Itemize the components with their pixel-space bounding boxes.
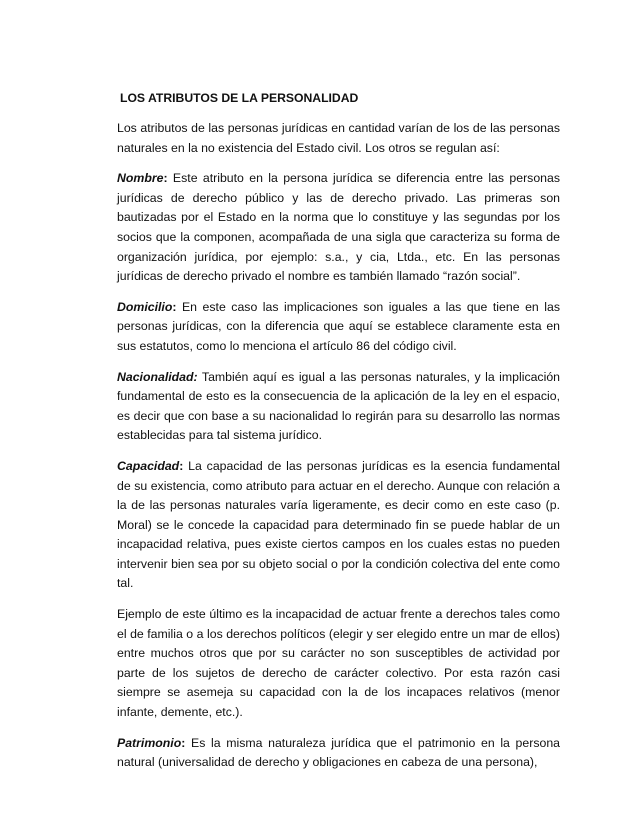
section-domicilio [117, 298, 560, 357]
section-text: En este caso las implicaciones son iguales a las que tiene en las personas jurídicas, con la diferencia que aquí se establece claramente esta en sus estatutos, como lo menciona el artículo 86 del código civil. [117, 299, 560, 353]
section-nacionalidad [117, 368, 560, 446]
document-title: LOS ATRIBUTOS DE LA PERSONALIDAD [120, 91, 359, 105]
section-text: También aquí es igual a las personas naturales, y la implicación fundamental de esto es la consecuencia de la aplicación de la ley en el espacio, es decir que con base a su nacionalidad lo regirán para su desarrollo las normas establecidas para tal sistema jurídico. [117, 369, 560, 443]
document-page [117, 88, 560, 784]
section-capacidad [117, 457, 560, 594]
section-term: Capacidad [117, 458, 180, 473]
section-text: Es la misma naturaleza jurídica que el patrimonio en la persona natural (universalidad de derecho y obligaciones en cabeza de una persona), [117, 735, 560, 770]
section-text: La capacidad de las personas jurídicas es la esencia fundamental de su existencia, como atributo para actuar en el derecho. Aunque con relación a la de las personas naturales varía ligeramente, es decir como en este caso (p. Moral) se le concede la capacidad para determinado fin se puede hablar de un incapacidad relativa, pues existe ciertos campos en los cuales estas no pueden intervenir bien sea por su objeto social o por la condición colectiva del ente como tal. [117, 458, 560, 591]
intro-paragraph: Los atributos de las personas jurídicas en cantidad varían de los de las personas naturales en la no existencia del Estado civil. Los otros se regulan así: [117, 121, 560, 155]
section-separator: : [179, 458, 184, 473]
section-term: Patrimonio [117, 735, 182, 750]
section-text: Este atributo en la persona jurídica se diferencia entre las personas jurídicas de derecho público y las de derecho privado. Las primeras son bautizadas por el Estado en la norma que lo constituye y las segundas por los socios que la componen, acompañada de una sigla que caracteriza su forma de organización jurídica, por ejemplo: s.a., y cia, Ltda., etc. En las personas jurídicas de derecho privado el nombre es también llamado “razón social”. [117, 171, 560, 284]
section-term: Domicilio [117, 299, 173, 314]
section-nombre [117, 169, 560, 287]
section-patrimonio [117, 734, 560, 773]
section-term: Nacionalidad: [117, 369, 198, 384]
section-separator: : [181, 735, 186, 750]
example-paragraph: Ejemplo de este último es la incapacidad de actuar frente a derechos tales como el de familia o a los derechos políticos (elegir y ser elegido entre un mar de ellos) entre muchos otros que por su carácter no son susceptibles de actividad por parte de los sujetos de derecho de carácter colectivo. Por esta razón casi siempre se asemeja su capacidad con la de los incapaces relativos (menor infante, demente, etc.). [117, 607, 560, 720]
section-separator: : [163, 171, 168, 186]
section-term: Nombre [117, 171, 164, 186]
section-separator: : [172, 299, 177, 314]
